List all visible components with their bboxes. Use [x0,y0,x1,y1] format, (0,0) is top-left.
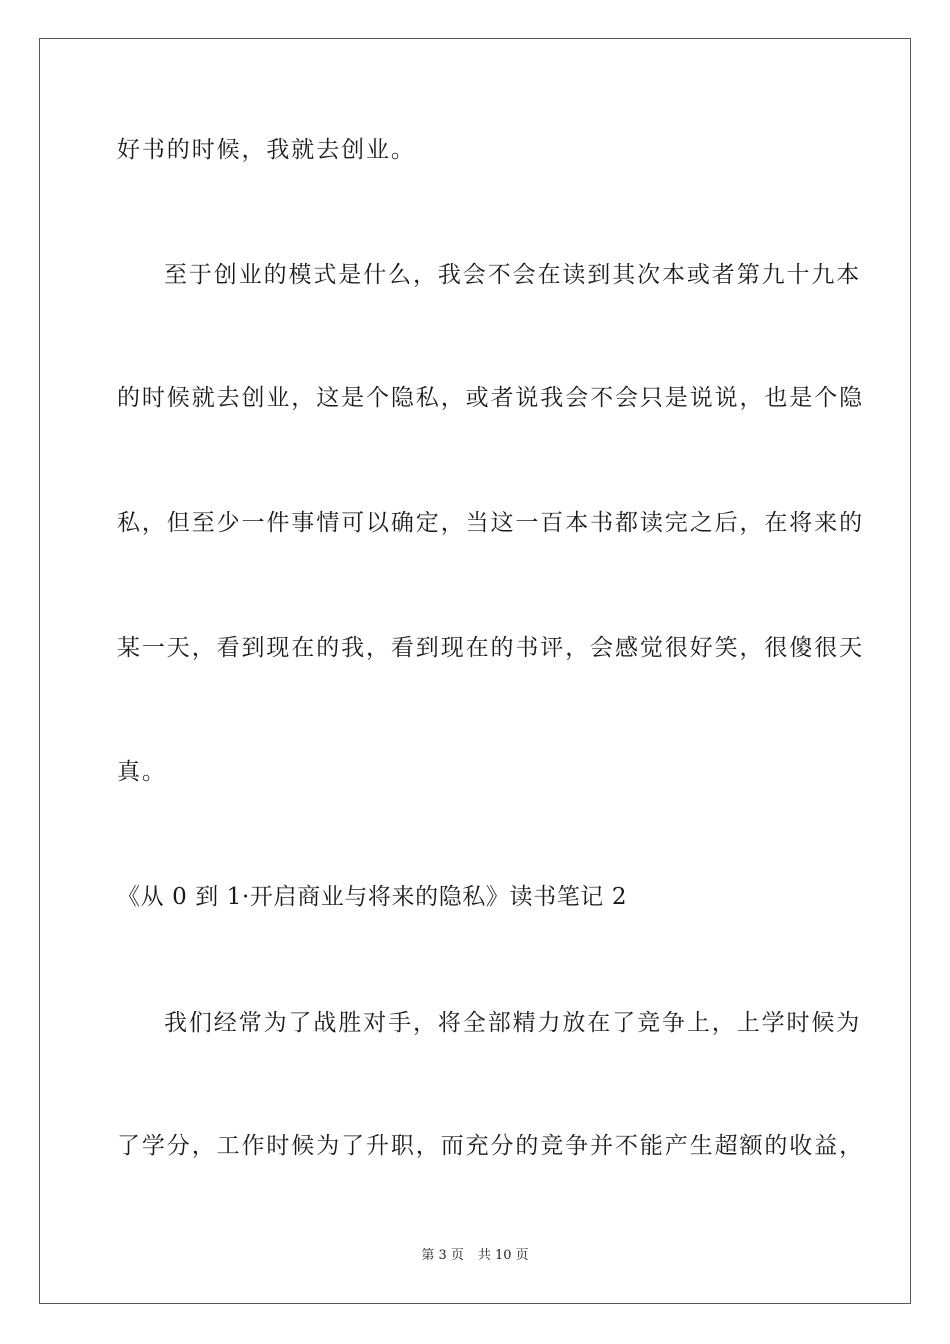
paragraph-line-4: 私，但至少一件事情可以确定，当这一百本书都读完之后，在将来的 [117,510,864,536]
paragraph-line-6: 真。 [117,759,167,785]
page-number: 第 3 页 [421,1248,464,1263]
paragraph-line-7: 我们经常为了战胜对手，将全部精力放在了竞争上，上学时候为 [164,1010,862,1036]
page-border [39,38,911,1304]
page-total: 共 10 页 [477,1248,529,1263]
paragraph-line-3: 的时候就去创业，这是个隐私，或者说我会不会只是说说，也是个隐 [117,385,864,411]
paragraph-line-8: 了学分，工作时候为了升职，而充分的竞争并不能产生超额的收益， [117,1133,864,1159]
section-heading: 《从 0 到 1·开启商业与将来的隐私》读书笔记 2 [117,884,628,910]
page-footer [0,1247,950,1265]
paragraph-line-2: 至于创业的模式是什么，我会不会在读到其次本或者第九十九本 [164,262,862,288]
paragraph-line-5: 某一天，看到现在的我，看到现在的书评，会感觉很好笑，很傻很天 [117,635,864,661]
paragraph-line-1: 好书的时候，我就去创业。 [117,137,416,163]
